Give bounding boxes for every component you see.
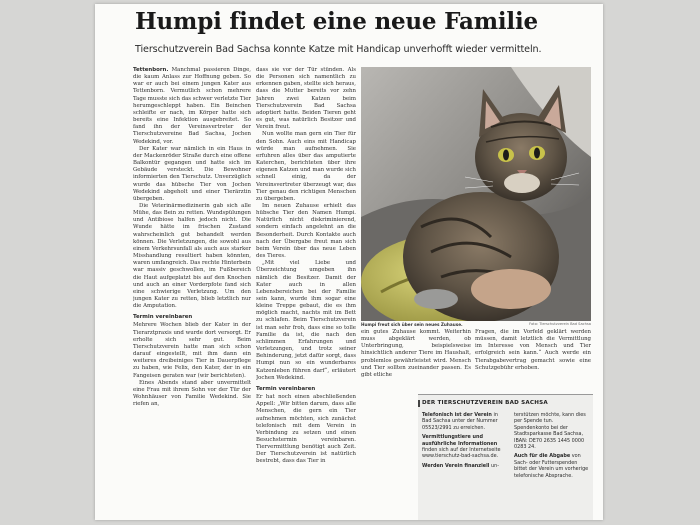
cat-illustration — [361, 67, 591, 321]
cat-photo — [361, 67, 591, 321]
info-box-column-left — [422, 412, 506, 472]
article-column-4 — [475, 329, 591, 385]
info-bold: Vermittlungstiere und ausführliche Informationen — [422, 434, 498, 447]
paragraph: Er hat noch einen abschließenden Appell: „Wir bitten darum, dass alle Menschen, die gern ein Tier aufnehmen möchten, sich zunächst telefonisch mit dem Verein in Verbindung zu setzen und einen Besuchstermin vereinbaren. Tiervermittlung benötigt auch Zeit. Der Tierschutzverein ist natürlich bestrebt, dass das Tier in — [256, 394, 356, 465]
info-text: un- — [491, 462, 499, 469]
photo-caption — [361, 321, 591, 328]
paragraph: dass sie vor der Tür stünden. Als die Personen sich namentlich zu erkennen gaben, stellte sich heraus, dass die Mutter bereits vor zehn Jahren zwei Katzen beim Tierschutzverein Bad Sachsa adoptiert hatte. Beiden Tieren geht es gut, was natürlich Besitzer und Verein freut. — [256, 67, 356, 131]
info-bold: Auch für die Abgabe — [514, 453, 571, 460]
paragraph: Manchmal passieren Dinge, die kaum Anlass zur Hoffnung geben. So war er auch bei einem jungen Kater aus Tettenborn. Vermutlich schon mehrere Tage musste sich das schwer verletzte Tier herumgeschleppt haben. Ein Beinchen schleifte er nach, im Körper hatte sich bereits eine Infektion ausgebreitet. So fand ihn der Vereinsvertreter der Tierschutzvereine Bad Sachsa, Jochen Wedekind, vor. — [133, 67, 251, 145]
newspaper-page — [95, 4, 603, 520]
info-bold: Telefonisch ist der Verein — [422, 412, 492, 418]
article-column-1 — [133, 67, 251, 519]
info-text: finden sich auf der Internetseite www.tierschutz-bad-sachsa.de. — [422, 447, 501, 460]
subheadline: Tierschutzverein Bad Sachsa konnte Katze mit Handicap unverhofft wieder vermitteln. — [135, 44, 542, 55]
section-heading: Termin vereinbaren — [133, 314, 193, 321]
photo-credit: Foto: Tierschutzverein Bad Sachsa — [529, 322, 591, 326]
info-box-marker — [418, 400, 420, 407]
info-text: in Bad Sachsa unter der Nummer 05523/2991 zu erreichen. — [422, 412, 498, 431]
paragraph: Im neuen Zuhause erhielt das hübsche Tier den Namen Humpi. Natürlich nicht diskriminierend, sondern einfach angelehnt an die Besonderheit. Durch Kontakte auch nach der Übergabe freut man sich beim Verein über das neue Leben des Tieres. — [256, 202, 356, 260]
info-box-title: DER TIERSCHUTZVEREIN BAD SACHSA — [422, 400, 548, 406]
paragraph: Fragen, die im Vorfeld geklärt werden müssen, damit letztlich die Vermittlung im Interesse von Mensch und Tier erfolgreich sein kann.“ Auch werde ein Tierabgabevertrag gemacht sowie eine Schutzgebühr erhoben. — [475, 329, 591, 371]
dateline: Tettenborn. — [133, 67, 169, 73]
info-bold: Werden Verein finanziell — [422, 462, 490, 469]
caption-text: Humpi freut sich über sein neues Zuhause. — [361, 322, 463, 327]
paragraph: Die Veterinärmedizinerin gab sich alle Mühe, das Bein zu retten. Wundspülungen und Antibiose halfen jedoch nicht. Die Wunde hätte im frischen Zustand wahrscheinlich gut behandelt werden können. Die Verletzungen, die sowohl aus einem Verkehrsunfall als auch aus starker Misshandlung resultiert haben könnten, waren umfangreich. Das rechte Hinterbein war massiv geschwollen, im Fußbereich die Haut aufgeplatzt bis auf den Knochen und auch an einer Vorderpfote fand sich eine schwierige Verletzung. Um den jungen Kater zu retten, blieb letztlich nur die Amputation. — [133, 202, 251, 310]
paragraph: Der Kater war nämlich in ein Haus in der Mackenröder Straße durch eine offene Balkontür gegangen und hatte sich im Gebäude versteckt. Die Bewohner informierten den Tierschutz. Unverzüglich wurde das hübsche Tier von Jochen Wedekind abgeholt und einer Tierärztin übergeben. — [133, 145, 251, 202]
paragraph: Mehrere Wochen blieb der Kater in der Tierarztpraxis und wurde dort versorgt. Er erholte sich sehr gut. Beim Tierschutzverein hatte man sich schon darauf eingestellt, mit ihm dann ein weiteres dreibeiniges Tier in Dauerpflege zu haben, wie Felix, den Kater, der in ein Fangeisen geraten war (wir berichteten). — [133, 322, 251, 379]
info-box-column-right — [514, 412, 590, 482]
paragraph: „Mit viel Liebe und Überzeichtung umgeben ihn nämlich die Besitzer. Damit der Kater auch in allen Lebensbereichen bei der Familie sein kann, wurde ihm sogar eine kleine Treppe gebaut, die es ihm möglich macht, nachts mit im Bett zu schlafen. Beim Tierschutzverein ist man sehr froh, dass eine so tolle Familie da ist, die nach den schlimmen Erfahrungen und Verletzungen, und trotz seiner Behinderung, jetzt dafür sorgt, dass Humpi nun so ein wunderbares Katzenleben führen darf“, erläutert Jochen Wedekind. — [256, 260, 356, 381]
info-text: terstützen möchte, kann dies per Spende tun. Spendenkonto bei der Stadtsparkasse Bad Sachsa, IBAN: DE70 2635 1445 0000 0283 24. — [514, 412, 586, 451]
paragraph: Eines Abends stand aber unvermittelt eine Frau mit ihrem Sohn vor der Tür der Wohnhäuser von Familie Wedekind. Sie riefen an, — [133, 379, 251, 408]
section-heading: Termin vereinbaren — [256, 385, 316, 392]
article-column-2 — [256, 67, 356, 519]
info-text: von Sach- oder Futterspenden bittet der Verein um vorherige telefonische Absprache. — [514, 453, 589, 479]
info-box — [418, 394, 593, 520]
paragraph: Nun wollte man gern ein Tier für den Sohn. Auch eins mit Handicap würde man aufnehmen. Sie erfuhren alles über das amputierte Katerchen, berichteten über ihre eigenen Katzen und man wurde sich schnell einig, da der Vereinsvertreter überzeugt war, das Tier genau den richtigen Menschen zu übergeben. — [256, 131, 356, 202]
headline: Humpi findet eine neue Familie — [135, 8, 538, 35]
paragraph: ein gutes Zuhause kommt. Weiterhin muss abgeklärt werden, ob Unterbringung, beispielsweise hinsichtlich anderer Tiere im Haushalt, problemlos gewährleistet wird. Mensch und Tier sollten zueinander passen. Es gibt etliche — [361, 329, 471, 378]
